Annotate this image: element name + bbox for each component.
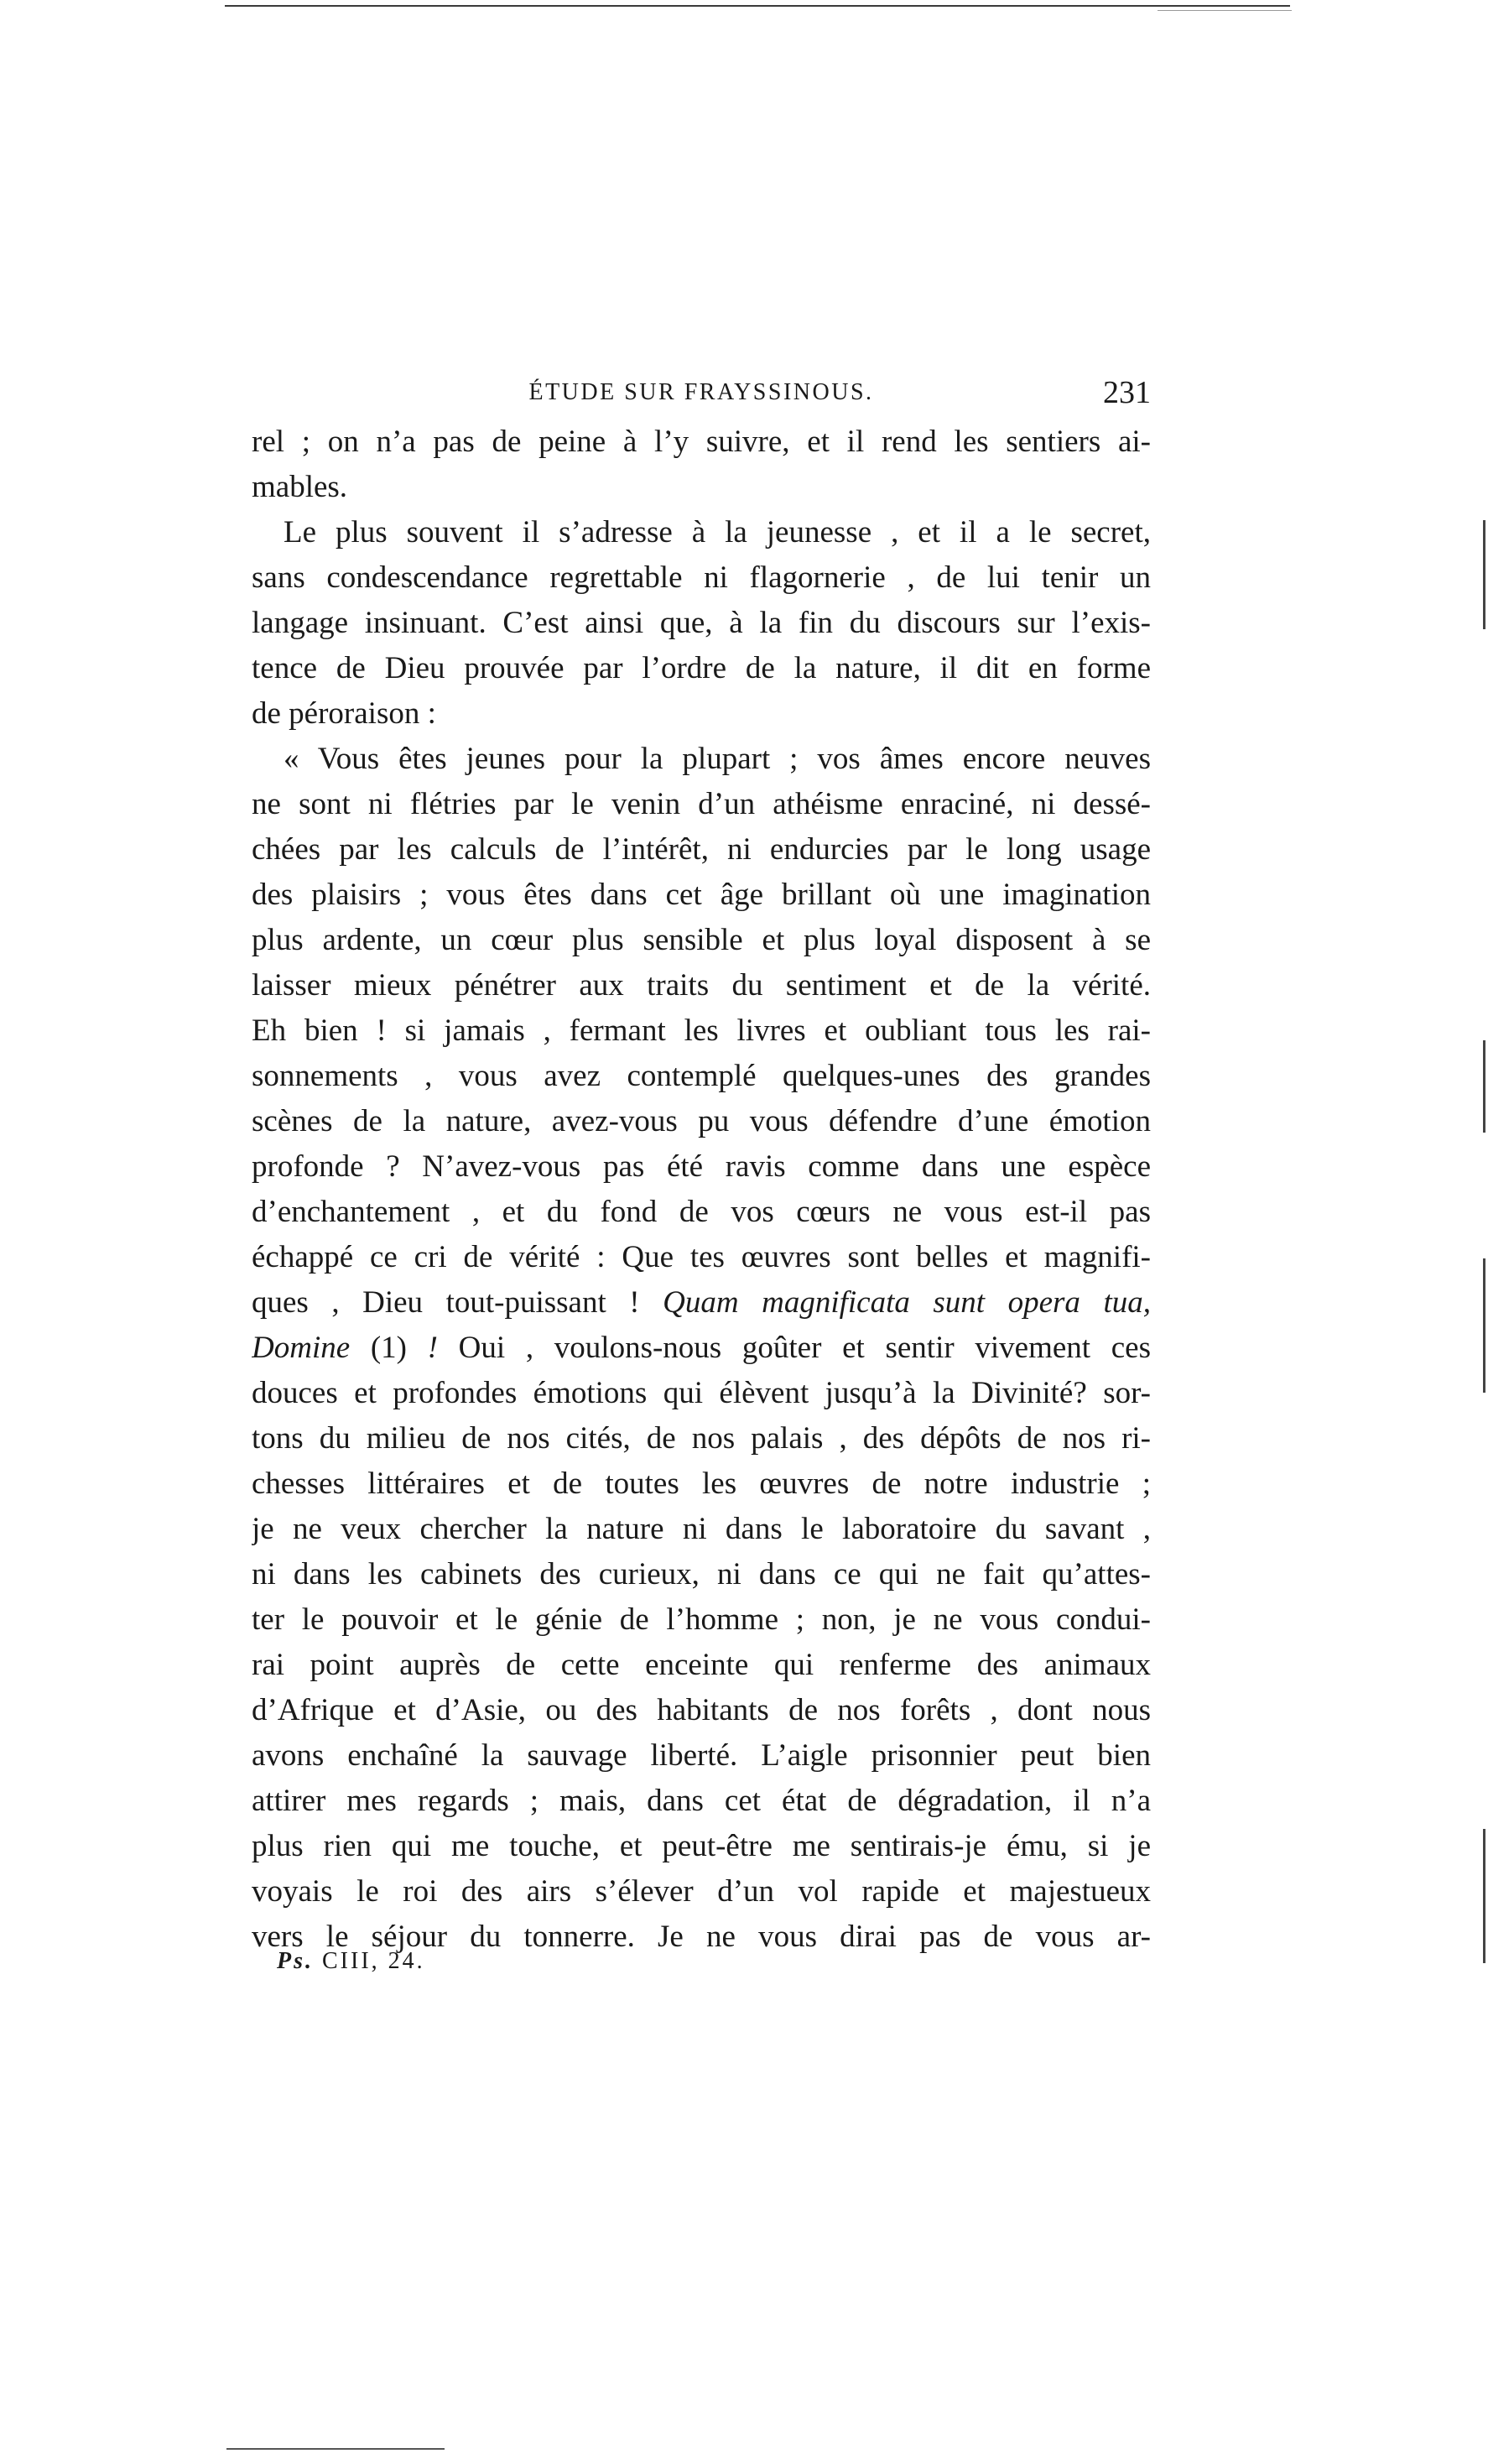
text-line: tons du milieu de nos cités, de nos palais , des dépôts de nos ri- bbox=[252, 1421, 1151, 1456]
text-line: tence de Dieu prouvée par l’ordre de la nature, il dit en forme bbox=[252, 651, 1151, 685]
footnote bbox=[277, 1945, 425, 1978]
text-line: ter le pouvoir et le génie de l’homme ; non, je ne vous condui- bbox=[252, 1602, 1151, 1637]
text-segment: ques , Dieu tout-puissant ! bbox=[252, 1285, 640, 1320]
text-line: douces et profondes émotions qui élèvent jusqu’à la Divinité? sor- bbox=[252, 1376, 1151, 1410]
latin-quote: Domine bbox=[252, 1331, 351, 1365]
text-line: voyais le roi des airs s’élever d’un vol rapide et majestueux bbox=[252, 1874, 1151, 1909]
text-line: d’enchantement , et du fond de vos cœurs ne vous est-il pas bbox=[252, 1195, 1151, 1229]
text-line: chesses littéraires et de toutes les œuvres de notre industrie ; bbox=[252, 1466, 1151, 1501]
text-line bbox=[252, 1326, 1151, 1371]
page-number: 231 bbox=[1103, 375, 1151, 410]
text-line: Eh bien ! si jamais , fermant les livres et oubliant tous les rai- bbox=[252, 1013, 1151, 1048]
body-text bbox=[252, 419, 1151, 1960]
top-edge-rule-faint bbox=[1158, 10, 1292, 11]
footnote-abbreviation: Ps. bbox=[277, 1948, 314, 1974]
text-line: je ne veux chercher la nature ni dans le laboratoire du savant , bbox=[252, 1512, 1151, 1546]
bottom-edge-rule bbox=[226, 2448, 445, 2450]
text-line: ne sont ni flétries par le venin d’un athéisme enraciné, ni dessé- bbox=[252, 787, 1151, 821]
text-line: d’Afrique et d’Asie, ou des habitants de nos forêts , dont nous bbox=[252, 1693, 1151, 1727]
text-line: chées par les calculs de l’intérêt, ni endurcies par le long usage bbox=[252, 832, 1151, 867]
text-line: sonnements , vous avez contemplé quelques-unes des grandes bbox=[252, 1059, 1151, 1093]
scan-edge-mark bbox=[1483, 1040, 1485, 1133]
text-line: mables. bbox=[252, 470, 348, 504]
text-line: sans condescendance regrettable ni flagornerie , de lui tenir un bbox=[252, 560, 1151, 595]
text-segment: Oui , voulons-nous goûter et sentir vivement ces bbox=[438, 1331, 1151, 1365]
text-line: avons enchaîné la sauvage liberté. L’aigle prisonnier peut bien bbox=[252, 1738, 1151, 1773]
footnote-reference: (1) bbox=[350, 1331, 407, 1365]
text-line: laisser mieux pénétrer aux traits du sentiment et de la vérité. bbox=[252, 968, 1151, 1003]
latin-quote: Quam magnificata sunt opera tua, bbox=[663, 1285, 1151, 1320]
text-line: rel ; on n’a pas de peine à l’y suivre, et il rend les sentiers ai- bbox=[252, 425, 1151, 459]
text-line: plus rien qui me touche, et peut-être me sentirais-je ému, si je bbox=[252, 1829, 1151, 1863]
text-line: langage insinuant. C’est ainsi que, à la fin du discours sur l’exis- bbox=[252, 606, 1151, 640]
footnote-reference-text: CIII, 24. bbox=[314, 1948, 425, 1974]
top-edge-rule bbox=[225, 5, 1290, 7]
text-line: ni dans les cabinets des curieux, ni dans ce qui ne fait qu’attes- bbox=[252, 1557, 1151, 1591]
running-head bbox=[252, 367, 1151, 418]
running-title: ÉTUDE SUR FRAYSSINOUS. bbox=[528, 379, 874, 405]
text-line: des plaisirs ; vous êtes dans cet âge brillant où une imagination bbox=[252, 878, 1151, 912]
text-line: vers le séjour du tonnerre. Je ne vous dirai pas de vous ar- bbox=[252, 1920, 1151, 1954]
scan-edge-mark bbox=[1483, 1258, 1485, 1393]
text-line: échappé ce cri de vérité : Que tes œuvres sont belles et magnifi- bbox=[252, 1240, 1151, 1274]
exclamation: ! bbox=[406, 1331, 438, 1365]
scan-edge-mark bbox=[1483, 1829, 1485, 1963]
text-line: scènes de la nature, avez-vous pu vous défendre d’une émotion bbox=[252, 1104, 1151, 1138]
text-line: profonde ? N’avez-vous pas été ravis comme dans une espèce bbox=[252, 1149, 1151, 1184]
text-line: plus ardente, un cœur plus sensible et plus loyal disposent à se bbox=[252, 923, 1151, 957]
text-line: rai point auprès de cette enceinte qui renferme des animaux bbox=[252, 1648, 1151, 1682]
scan-edge-mark bbox=[1483, 520, 1485, 629]
text-line bbox=[252, 1280, 1151, 1326]
text-line: attirer mes regards ; mais, dans cet état de dégradation, il n’a bbox=[252, 1784, 1151, 1818]
text-line: « Vous êtes jeunes pour la plupart ; vos âmes encore neuves bbox=[284, 742, 1151, 776]
text-line: Le plus souvent il s’adresse à la jeunesse , et il a le secret, bbox=[284, 515, 1151, 550]
text-line: de péroraison : bbox=[252, 696, 436, 731]
